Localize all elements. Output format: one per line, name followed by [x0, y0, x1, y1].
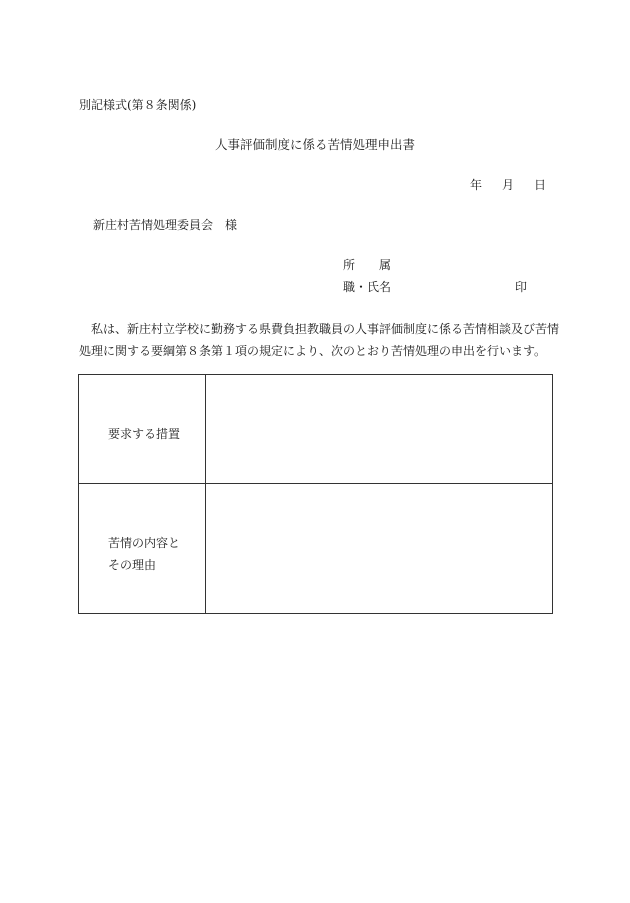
month-label: 月 — [502, 178, 515, 192]
affiliation-label: 所 属 — [343, 258, 392, 272]
complaint-details-field[interactable] — [206, 484, 552, 613]
position-name-label: 職・氏名 — [343, 280, 392, 294]
day-label: 日 — [534, 178, 547, 192]
complaint-details-label — [108, 532, 180, 576]
seal-label: 印 — [515, 280, 528, 294]
form-reference: 別記様式(第８条関係) — [79, 98, 197, 112]
document-title: 人事評価制度に係る苦情処理申出書 — [214, 137, 415, 152]
complaint-details-label-cell — [79, 484, 206, 613]
year-label: 年 — [470, 178, 483, 192]
requested-measures-field[interactable] — [206, 375, 552, 483]
requested-measures-label-cell — [79, 375, 206, 483]
requested-measures-label: 要求する措置 — [108, 427, 181, 441]
date-line — [470, 178, 546, 192]
application-form-table — [78, 374, 553, 614]
complaint-label-line-1: 苦情の内容と — [108, 536, 181, 550]
addressee: 新庄村苦情処理委員会 様 — [93, 218, 238, 232]
table-row-requested-measures — [79, 375, 552, 484]
statement-line-1: 私は、新庄村立学校に勤務する県費負担教職員の人事評価制度に係る苦情相談及び苦情 — [79, 322, 560, 336]
table-row-complaint-details — [79, 484, 552, 613]
complaint-label-line-2: その理由 — [108, 558, 157, 572]
application-statement — [79, 318, 559, 362]
statement-line-2: 処理に関する要綱第８条第１項の規定により、次のとおり苦情処理の申出を行います。 — [79, 344, 547, 358]
